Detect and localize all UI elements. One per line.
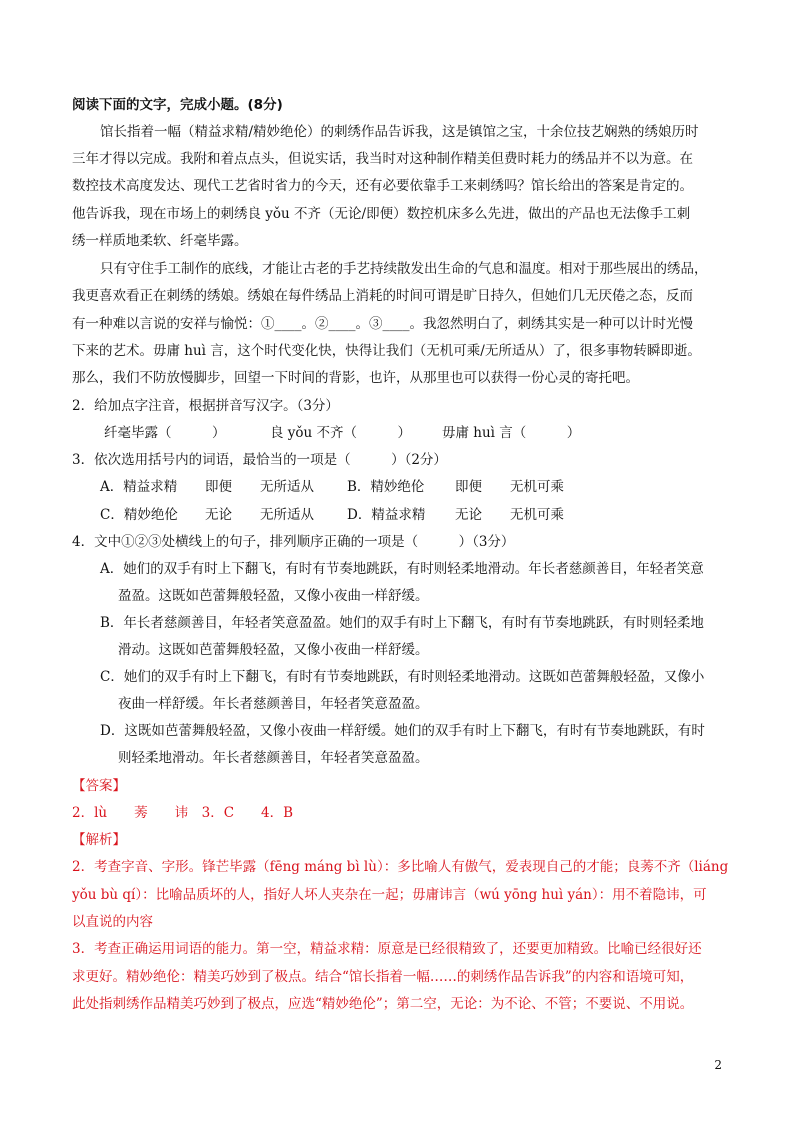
passage-line: 三年才得以完成。我附和着点点头，但说实话，我当时对这种制作精美但费时耗力的绣品并不以为意。在 bbox=[72, 151, 693, 167]
question-2-item: 毋庸 huì 言（ ） bbox=[442, 425, 581, 441]
passage-line: 那么，我们不防放慢脚步，回望一下时间的背影，也许，从那里也可以获得一份心灵的寄托吧。 bbox=[72, 370, 639, 386]
passage-line: 绣一样质地柔软、纤毫毕露。 bbox=[72, 233, 248, 249]
answer-label: 【答案】 bbox=[72, 778, 126, 794]
question-3-option: 无论 bbox=[205, 507, 232, 523]
analysis-line: yǒu bù qí）：比喻品质坏的人，指好人坏人夹杂在一起；毋庸讳言（wú yōng huì yán）：用不着隐讳，可 bbox=[72, 887, 707, 903]
question-4-line: 盈盈。这既如芭蕾舞般轻盈，又像小夜曲一样舒缓。 bbox=[118, 588, 429, 604]
question-3-option: 无所适从 bbox=[260, 479, 314, 495]
analysis-line: 求更好。精妙绝伦：精美巧妙到了极点。结合“馆长指着一幅……的刺绣作品告诉我”的内容和语境可知， bbox=[72, 969, 694, 985]
question-3-stem: 3．依次选用括号内的词语，最恰当的一项是（ ）（2分） bbox=[72, 452, 447, 468]
passage-line: 我更喜欢看正在刺绣的绣娘。绣娘在每件绣品上消耗的时间可谓是旷日持久，但她们几无厌倦之态，反而 bbox=[72, 288, 693, 304]
question-3-option: D．精益求精 bbox=[347, 507, 426, 523]
question-4-line: 滑动。这既如芭蕾舞般轻盈，又像小夜曲一样舒缓。 bbox=[118, 642, 429, 658]
section-title: 阅读下面的文字，完成小题。(8分) bbox=[72, 97, 283, 113]
question-3-option: 无机可乘 bbox=[510, 479, 564, 495]
question-3-option: 即便 bbox=[205, 479, 232, 495]
question-3-option: 无论 bbox=[455, 507, 482, 523]
passage-line: 数控技术高度发达、现代工艺省时省力的今天，还有必要依靠手工来刺绣吗？馆长给出的答案是肯定的。 bbox=[72, 178, 693, 194]
question-3-option: 无机可乘 bbox=[510, 507, 564, 523]
analysis-line: 以直说的内容 bbox=[72, 914, 153, 930]
analysis-line: 3．考查正确运用词语的能力。第一空，精益求精：原意是已经很精致了，还要更加精致。比喻已经很好还 bbox=[72, 941, 702, 957]
passage-line: 只有守住手工制作的底线，才能让古老的手艺持续散发出生命的气息和温度。相对于那些展出的绣品， bbox=[100, 261, 708, 277]
analysis-label: 【解析】 bbox=[72, 832, 126, 848]
question-3-option: 即便 bbox=[455, 479, 482, 495]
analysis-line: 2．考查字音、字形。锋芒毕露（fēng máng bì lù）：多比喻人有傲气，爱表现自己的才能；良莠不齐（liáng bbox=[72, 859, 729, 875]
question-3-option: B．精妙绝伦 bbox=[347, 479, 425, 495]
question-4-line: D．这既如芭蕾舞般轻盈，又像小夜曲一样舒缓。她们的双手有时上下翻飞，有时有节奏地跳跃，有时 bbox=[100, 723, 705, 739]
question-3-option: A．精益求精 bbox=[100, 479, 178, 495]
passage-line: 馆长指着一幅（精益求精/精妙绝伦）的刺绣作品告诉我，这是镇馆之宝，十余位技艺娴熟的绣娘历时 bbox=[100, 124, 699, 140]
passage-line: 下来的艺术。毋庸 huì 言，这个时代变化快，快得让我们（无机可乘/无所适从）了，很多事物转瞬即逝。 bbox=[72, 343, 701, 359]
passage-line: 他告诉我，现在市场上的刺绣良 yǒu 不齐（无论/即便）数控机床多么先进，做出的产品也无法像手工刺 bbox=[72, 206, 691, 222]
passage-line: 有一种难以言说的安祥与愉悦：①____。②____。③____。我忽然明白了，刺绣其实是一种可以计时光慢 bbox=[72, 316, 693, 332]
question-4-line: A．她们的双手有时上下翻飞，有时有节奏地跳跃，有时则轻柔地滑动。年长者慈颜善目，年轻者笑意 bbox=[100, 561, 704, 577]
question-3-option: 无所适从 bbox=[260, 507, 314, 523]
question-2-item: 纤毫毕露（ ） bbox=[104, 425, 226, 441]
question-2-item: 良 yǒu 不齐（ ） bbox=[270, 425, 412, 441]
question-4-line: 夜曲一样舒缓。年长者慈颜善目，年轻者笑意盈盈。 bbox=[118, 696, 429, 712]
analysis-line: 此处指刺绣作品精美巧妙到了极点，应选“精妙绝伦”；第二空，无论：为不论、不管；不要说、不用说。 bbox=[72, 996, 694, 1012]
page-number: 2 bbox=[714, 1058, 722, 1072]
question-3-option: C．精妙绝伦 bbox=[100, 507, 178, 523]
question-4-line: 则轻柔地滑动。年长者慈颜善目，年轻者笑意盈盈。 bbox=[118, 750, 429, 766]
answer-text: 2．lù 莠 讳 3．C 4．B bbox=[72, 805, 294, 821]
question-4-line: B．年长者慈颜善目，年轻者笑意盈盈。她们的双手有时上下翻飞，有时有节奏地跳跃，有时则轻柔地 bbox=[100, 615, 704, 631]
question-4-stem: 4．文中①②③处横线上的句子，排列顺序正确的一项是（ ）（3分） bbox=[72, 534, 515, 550]
question-4-line: C．她们的双手有时上下翻飞，有时有节奏地跳跃，有时则轻柔地滑动。这既如芭蕾舞般轻盈，又像小 bbox=[100, 669, 705, 685]
question-2-stem: 2．给加点字注音，根据拼音写汉字。（3分） bbox=[72, 398, 339, 414]
